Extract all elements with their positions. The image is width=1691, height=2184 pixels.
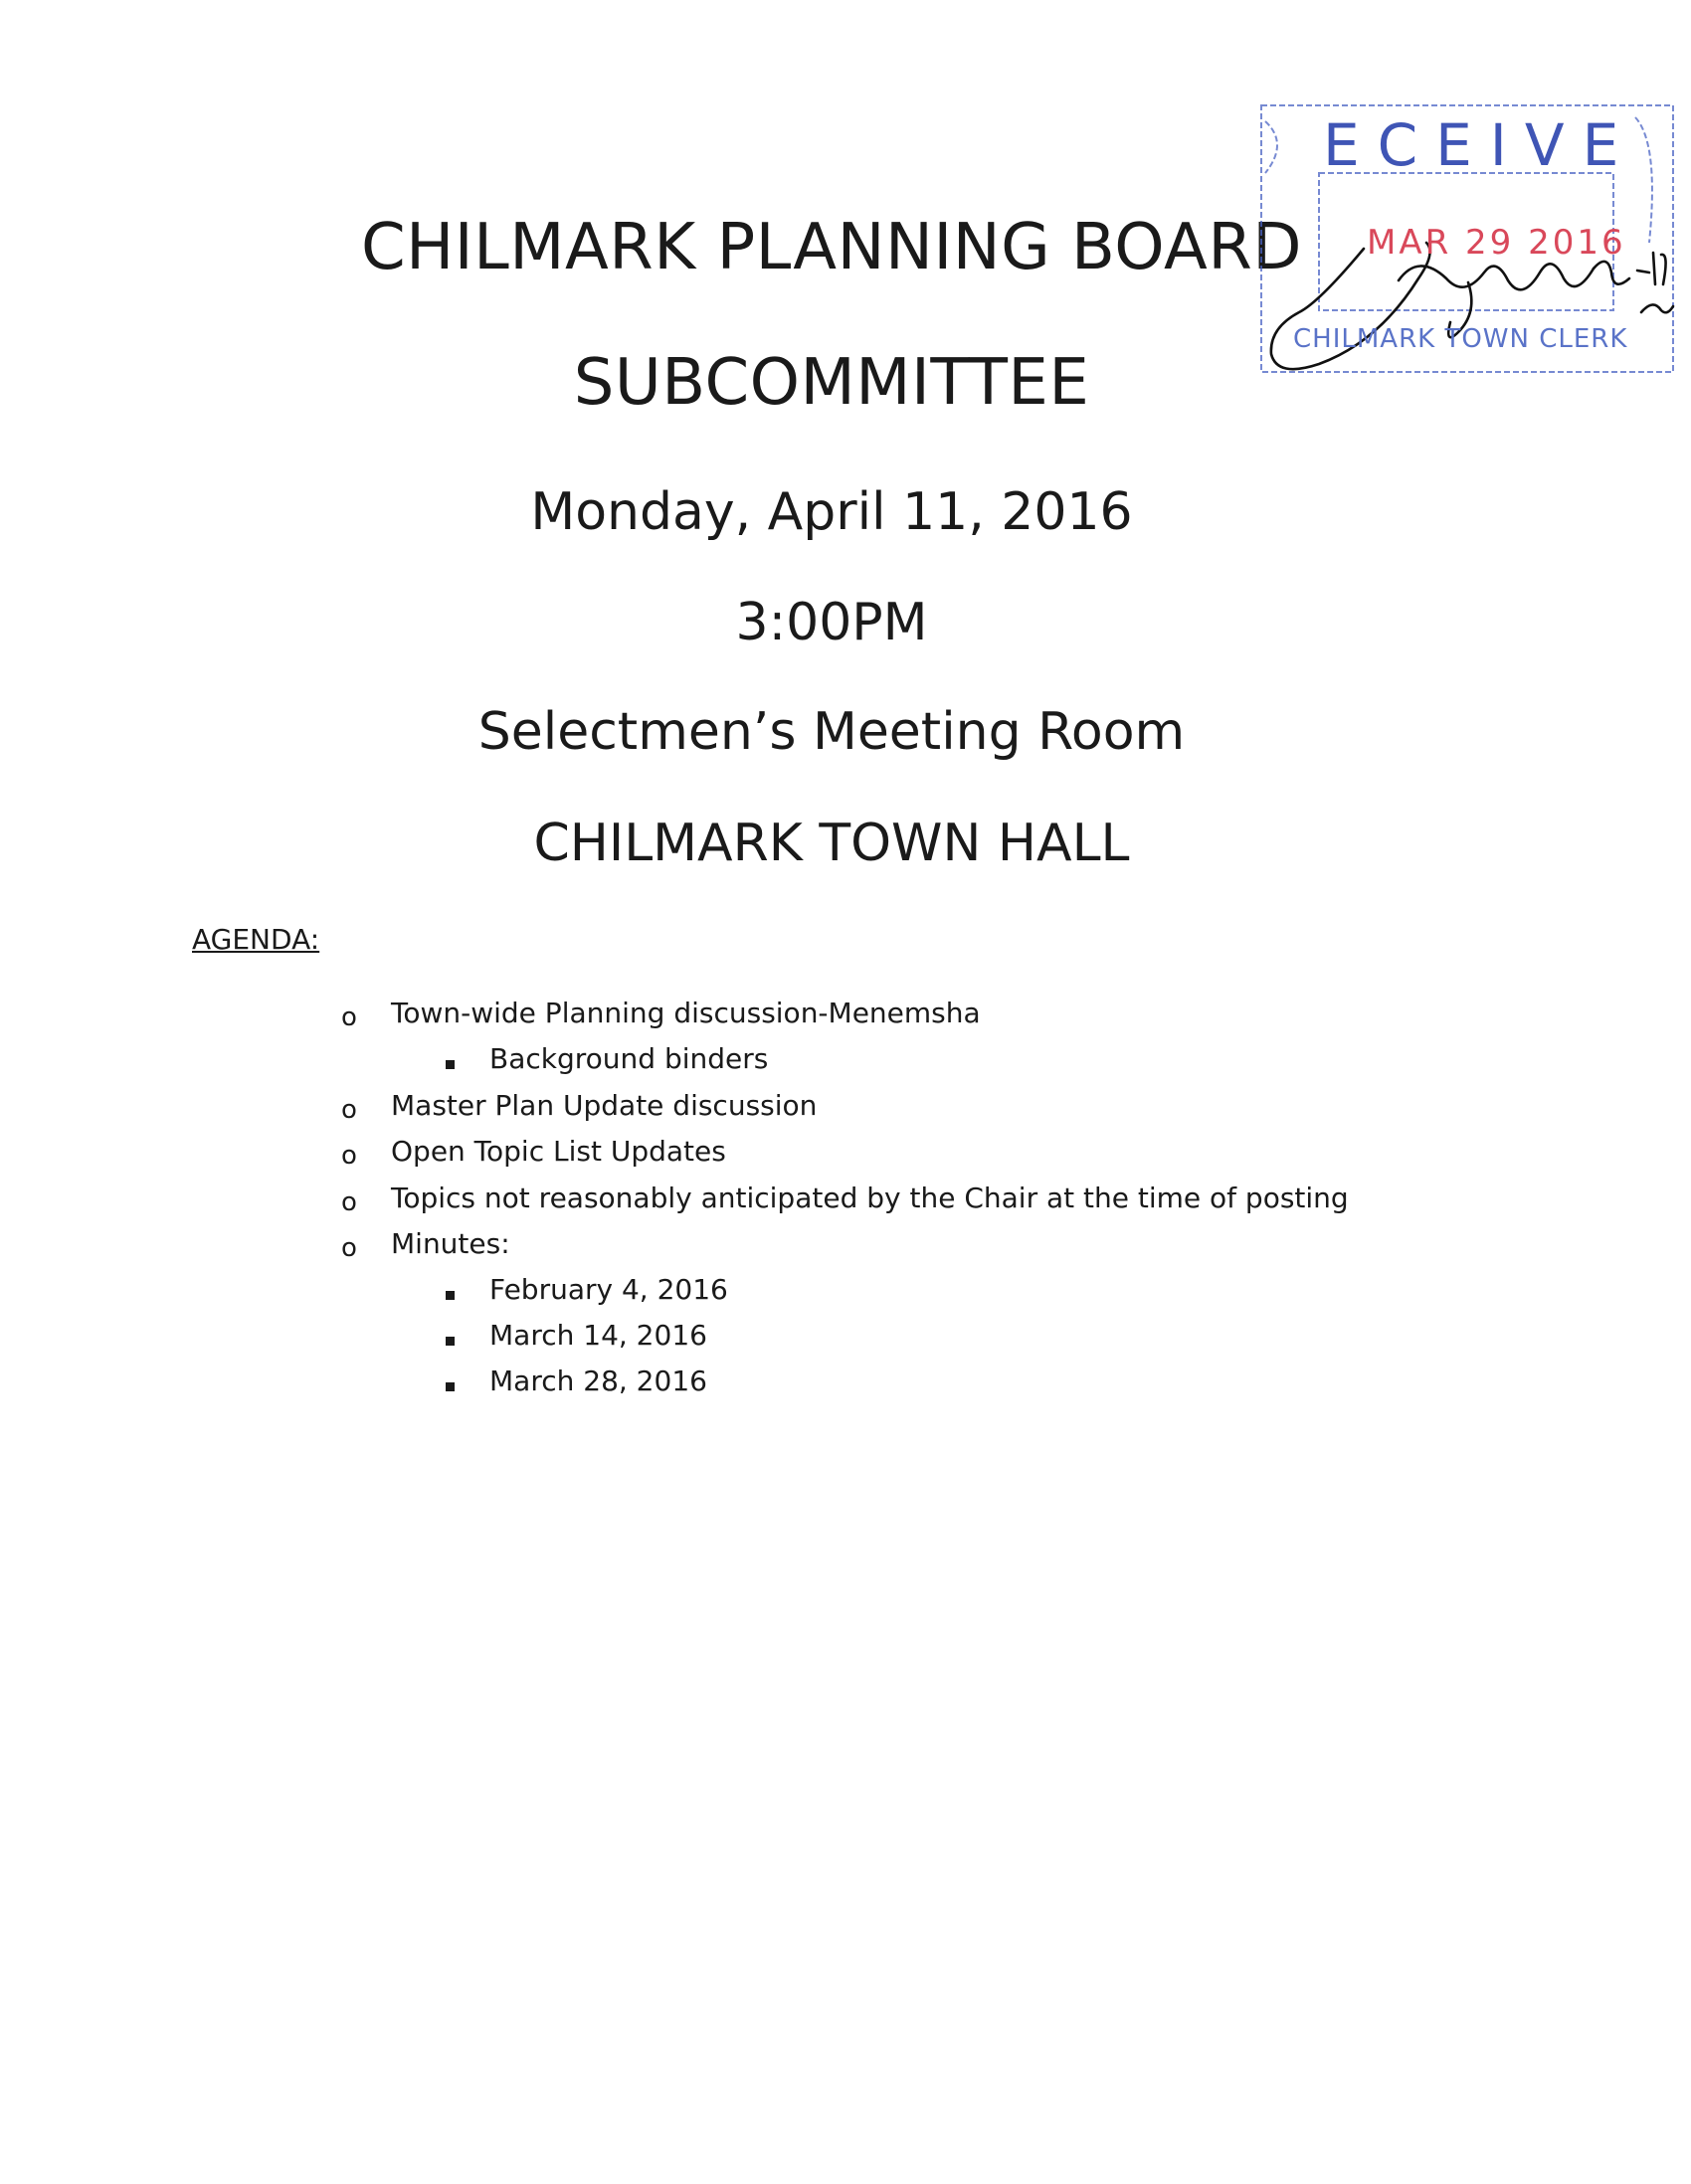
meeting-date: Monday, April 11, 2016 (530, 482, 1133, 542)
agenda-item: Town-wide Planning discussion-Menemsha (391, 997, 981, 1029)
agenda-subitem: Background binders (489, 1042, 769, 1075)
circle-bullet-icon: o (341, 1141, 357, 1171)
meeting-location: CHILMARK TOWN HALL (533, 814, 1130, 873)
stamp-date: MAR 29 2016 (1367, 223, 1626, 263)
circle-bullet-icon: o (341, 1233, 357, 1263)
board-subtitle: SUBCOMMITTEE (573, 346, 1090, 420)
received-stamp (1259, 103, 1675, 376)
agenda-subitem: February 4, 2016 (489, 1273, 728, 1306)
agenda-item: Topics not reasonably anticipated by the Chair at the time of posting (391, 1182, 1349, 1214)
square-bullet-icon (446, 1337, 455, 1346)
agenda-item: Master Plan Update discussion (391, 1089, 818, 1122)
stamp-clerk: CHILMARK TOWN CLERK (1293, 324, 1628, 354)
agenda-item: Open Topic List Updates (391, 1135, 726, 1168)
agenda-subitem: March 28, 2016 (489, 1365, 707, 1397)
agenda-subitem: March 14, 2016 (489, 1319, 707, 1352)
circle-bullet-icon: o (341, 1187, 357, 1217)
stamp-received-text: ECEIVE (1323, 111, 1637, 179)
square-bullet-icon (446, 1060, 455, 1069)
circle-bullet-icon: o (341, 1095, 357, 1125)
square-bullet-icon (446, 1382, 455, 1391)
meeting-room: Selectmen’s Meeting Room (477, 702, 1186, 762)
square-bullet-icon (446, 1291, 455, 1300)
agenda-item: Minutes: (391, 1227, 510, 1260)
circle-bullet-icon: o (341, 1002, 357, 1032)
meeting-time: 3:00PM (735, 593, 928, 652)
agenda-heading: AGENDA: (192, 923, 320, 956)
board-title: CHILMARK PLANNING BOARD (360, 211, 1303, 284)
